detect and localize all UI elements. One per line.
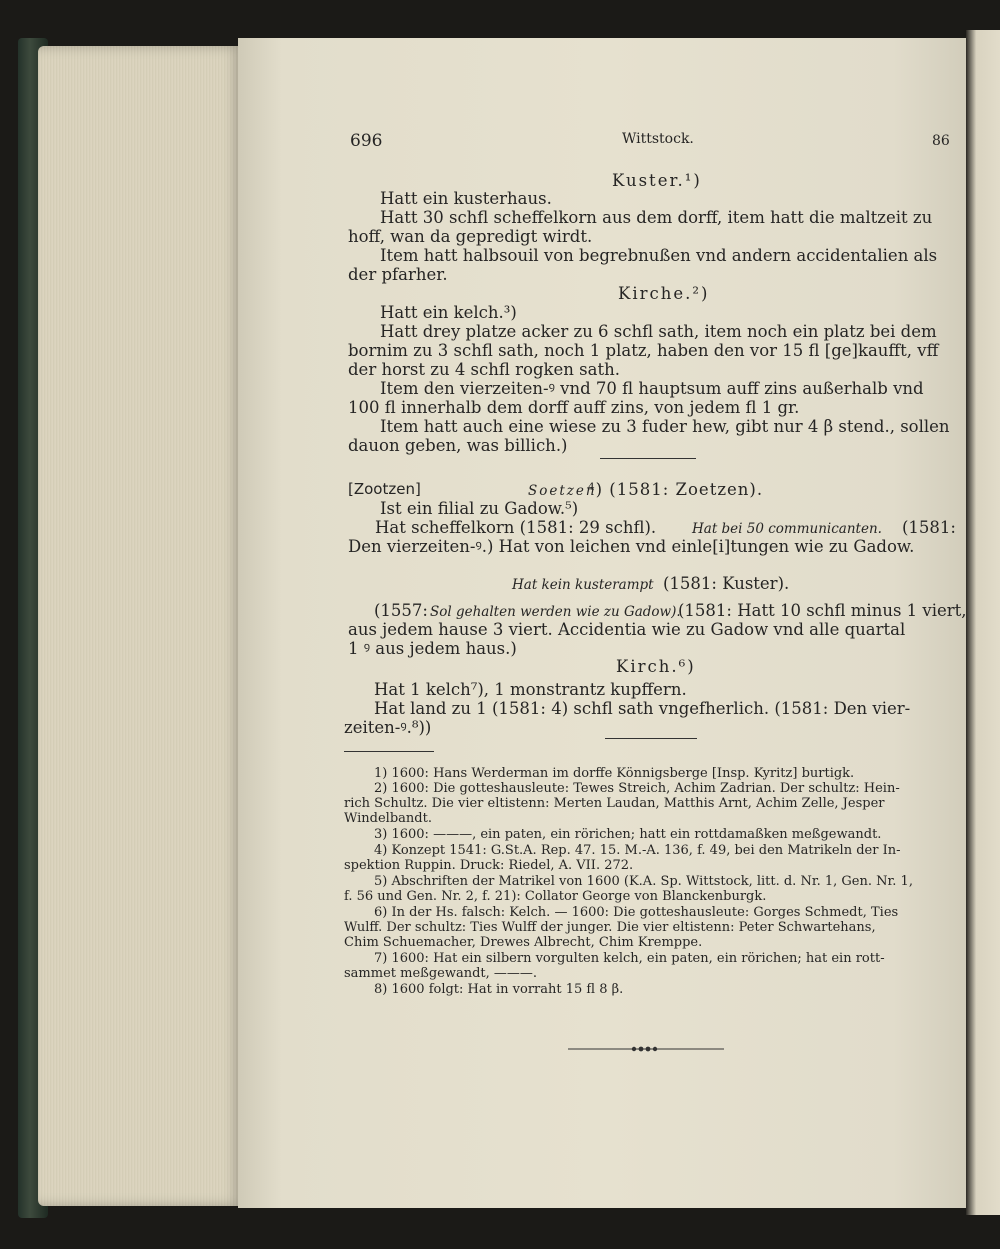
page-edges xyxy=(38,46,243,1206)
text-line: Ist ein filial zu Gadow.⁵) xyxy=(380,499,579,518)
margin-number: 86 xyxy=(932,133,950,149)
section-divider xyxy=(600,458,696,459)
text-line-italic: Hat bei 50 communicanten. xyxy=(692,521,882,537)
text-line: Hat scheffelkorn (1581: 29 schfl). xyxy=(375,518,657,537)
text-line: Hatt drey platze acker zu 6 schfl sath, item noch ein platz bei dem xyxy=(380,322,937,341)
text-line: dauon geben, was billich.) xyxy=(348,436,568,455)
footnote: spektion Ruppin. Druck: Riedel, A. VII. 272. xyxy=(344,858,634,873)
text-line: Hatt 30 schfl scheffelkorn aus dem dorff, item hatt die maltzeit zu xyxy=(380,208,933,227)
footnote: 1) 1600: Hans Werderman im dorffe Könnigsberge [Insp. Kyritz] burtigk. xyxy=(374,766,855,781)
footnote: Chim Schuemacher, Drewes Albrecht, Chim Kremppe. xyxy=(344,935,703,950)
text-line: Item den vierzeiten-ꝰ vnd 70 fl hauptsum auff zins außerhalb vnd xyxy=(380,379,924,398)
text-line: 100 fl innerhalb dem dorff auff zins, von jedem fl 1 gr. xyxy=(348,398,800,417)
section-heading-kuster: Kuster.¹) xyxy=(612,171,702,190)
kuster-rest: (1581: Kuster). xyxy=(663,574,790,593)
text-line: zeiten-ꝰ.⁸)) xyxy=(344,718,432,737)
footnote: 6) In der Hs. falsch: Kelch. — 1600: Die gotteshausleute: Gorges Schmedt, Ties xyxy=(374,905,899,920)
place-name-rest: ⁴) (1581: Zoetzen). xyxy=(588,480,764,499)
footnote: 2) 1600: Die gotteshausleute: Tewes Streich, Achim Zadrian. Der schultz: Hein- xyxy=(374,781,900,796)
section-divider xyxy=(605,738,697,739)
kuster-italic: Hat kein kusterampt xyxy=(512,577,654,593)
text-line: (1557: xyxy=(374,601,428,620)
text-line: der pfarher. xyxy=(348,265,448,284)
footnote: 4) Konzept 1541: G.St.A. Rep. 47. 15. M.-A. 136, f. 49, bei den Matrikeln der In- xyxy=(374,843,901,858)
text-line: (1581: xyxy=(902,518,956,537)
footnote: sammet meßgewandt, ———. xyxy=(344,966,538,981)
text-line-italic: Sol gehalten werden wie zu Gadow). xyxy=(430,604,681,620)
text-line: Hatt ein kusterhaus. xyxy=(380,189,552,208)
text-line: hoff, wan da gepredigt wirdt. xyxy=(348,227,593,246)
footnote: 7) 1600: Hat ein silbern vorgulten kelch, ein paten, ein rörichen; hat ein rott- xyxy=(374,951,885,966)
place-name: [Zootzen] xyxy=(348,480,421,498)
section-heading-kirch: Kirch.⁶) xyxy=(616,657,696,676)
running-title: Wittstock. xyxy=(622,131,694,147)
footnote-rule xyxy=(344,751,434,752)
text-line: der horst zu 4 schfl rogken sath. xyxy=(348,360,620,379)
footnote: 5) Abschriften der Matrikel von 1600 (K.A. Sp. Wittstock, litt. d. Nr. 1, Gen. Nr. 1, xyxy=(374,874,913,889)
text-line: Hatt ein kelch.³) xyxy=(380,303,517,322)
text-line: bornim zu 3 schfl sath, noch 1 platz, haben den vor 15 fl [ge]kaufft, vff xyxy=(348,341,939,360)
place-name-italic: Soetzen xyxy=(528,483,597,499)
footnote: 8) 1600 folgt: Hat in vorraht 15 fl 8 β. xyxy=(374,982,624,997)
text-line: Den vierzeiten-ꝰ.) Hat von leichen vnd einle[i]tungen wie zu Gadow. xyxy=(348,537,915,556)
text-line: Hat 1 kelch⁷), 1 monstrantz kupffern. xyxy=(374,680,687,699)
footnote: rich Schultz. Die vier eltistenn: Merten Laudan, Matthis Arnt, Achim Zelle, Jesper xyxy=(344,796,885,811)
facing-page-edge xyxy=(966,30,1000,1215)
footnote: Wulff. Der schultz: Ties Wulff der junger. Die vier eltistenn: Peter Schwartehans, xyxy=(344,920,876,935)
page-number: 696 xyxy=(350,131,383,151)
text-line: 1 ꝰ aus jedem haus.) xyxy=(348,639,517,658)
end-ornament xyxy=(568,1046,724,1052)
text-line: aus jedem hause 3 viert. Accidentia wie zu Gadow vnd alle quartal xyxy=(348,620,906,639)
section-heading-kirche: Kirche.²) xyxy=(618,284,710,303)
footnote: Windelbandt. xyxy=(344,811,432,826)
text-line: Hat land zu 1 (1581: 4) schfl sath vngefherlich. (1581: Den vier- xyxy=(374,699,911,718)
text-line: Item hatt auch eine wiese zu 3 fuder hew, gibt nur 4 β stend., sollen xyxy=(380,417,950,436)
footnote: 3) 1600: ———, ein paten, ein rörichen; hatt ein rottdamaßken meßgewandt. xyxy=(374,827,882,842)
text-line: Item hatt halbsouil von begrebnußen vnd andern accidentalien als xyxy=(380,246,938,265)
footnote: f. 56 und Gen. Nr. 2, f. 21): Collator George von Blanckenburgk. xyxy=(344,889,767,904)
text-line: (1581: Hatt 10 schfl minus 1 viert, xyxy=(678,601,967,620)
